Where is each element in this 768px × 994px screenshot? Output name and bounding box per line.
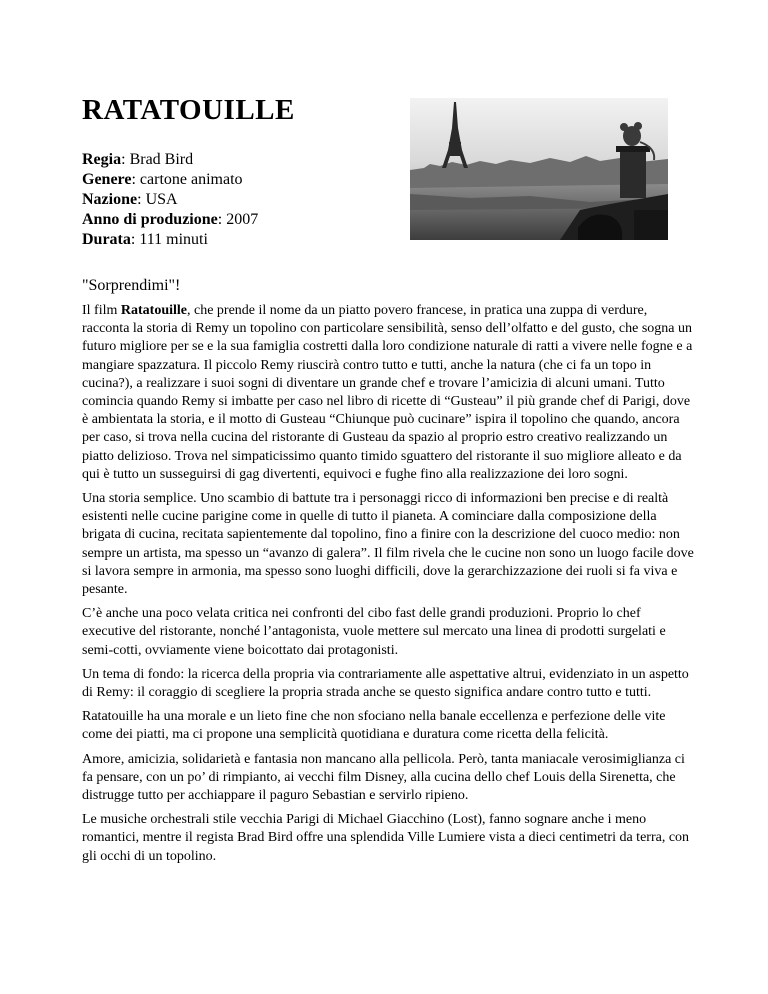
paris-rooftop-photo (410, 98, 668, 240)
paragraph: C’è anche una poco velata critica nei confronti del cibo fast delle grandi produzioni. Proprio lo chef executive del ristorante, nonché l’antagonista, vuole mettere sul mercato una linea di prodotti surgelati e semi-cotti, ovviamente viene boicottato dai protagonisti. (82, 606, 666, 658)
detail-duration: Durata: 111 minuti (82, 231, 208, 248)
detail-director: Regia: Brad Bird (82, 151, 194, 168)
detail-genre: Genere: cartone animato (82, 171, 243, 188)
paragraph: Le musiche orchestrali stile vecchia Parigi di Michael Giacchino (Lost), fanno sognare anche i meno romantici, mentre il regista Brad Bird offre una splendida Ville Lumiere vista a dieci centimetri da terra, con gli occhi di un topolino. (82, 812, 690, 864)
document-title: RATATOUILLE (82, 94, 295, 126)
paragraph: Ratatouille ha una morale e un lieto fine che non sfociano nella banale eccellenza e perfezione delle vite come dei piatti, ma ci propone una semplicità quotidiana e duratura come ricetta della felicità. (82, 709, 666, 743)
paragraph: Il film Ratatouille, che prende il nome da un piatto povero francese, in pratica una zuppa di verdure, racconta la storia di Remy un topolino con particolare sensibilità, senso dell’olfatto e del gusto, che sogna un futuro migliore per se e la sua famiglia costretti dalla loro condizione naturale di ratti a vivere nelle fogne e a mangiare spazzatura. Il piccolo Remy riuscirà contro tutto e tutti, anche la natura (che ci fa un topo in cucina?), a realizzare i suoi sogni di diventare un grande chef e trovare l’amicizia di alcuni umani. Tutto comincia quando Remy si imbatte per caso nel libro di ricette di “Gusteau” il più grande chef di Parigi, dove è ambientata la storia, e il motto di Gusteau “Chiunque può cucinare” ispira il topolino che quando, ancora per caso, si trova nella cucina del ristorante di Gusteau da spazio al proprio estro creativo realizzando un piatto delizioso. Trova nel simpaticissimo quanto timido sguattero del ristorante il suo migliore alleato e da qui è tutto un susseguirsi di gag divertenti, equivoci e fughe fino alla realizzazione dei loro sogni. (82, 303, 693, 482)
detail-country: Nazione: USA (82, 191, 178, 208)
paragraph: Un tema di fondo: la ricerca della propria via contrariamente alle aspettative altrui, evidenziato in un aspetto di Remy: il coraggio di scegliere la propria strada anche se questo significa andare contro tutto e tutti. (82, 666, 689, 701)
detail-year: Anno di produzione: 2007 (82, 211, 259, 228)
film-name-bold: Ratatouille (120, 303, 187, 318)
article-body (82, 302, 697, 872)
section-heading: "Sorprendimi"! (82, 277, 181, 294)
paragraph: Amore, amicizia, solidarietà e fantasia non mancano alla pellicola. Però, tanta maniacale verosimiglianza ci fa pensare, con un po’ di rimpianto, ai vecchi film Disney, alla cucina dello chef Louis della Sirenetta, che distrugge tutto per acchiappare il paguro Sebastian e servirlo ripieno. (82, 751, 685, 804)
film-details (82, 150, 258, 250)
paragraph: Una storia semplice. Uno scambio di battute tra i personaggi ricco di informazioni ben precise e di realtà esistenti nelle cucine parigine come in quelle di tutto il pianeta. A cominciare dalla composizione della brigata di cucina, recitata sapientemente dal topolino, fino a finire con la descrizione del cuoco medio: non sempre un artista, ma spesso un “avanzo di galera”. Il film rivela che le cucine non sono un luogo facile dove si lavora sempre in armonia, ma spesso sono luoghi difficili, dove la gerarchizzazione dei ruoli si fa viva e pesante. (82, 491, 694, 598)
